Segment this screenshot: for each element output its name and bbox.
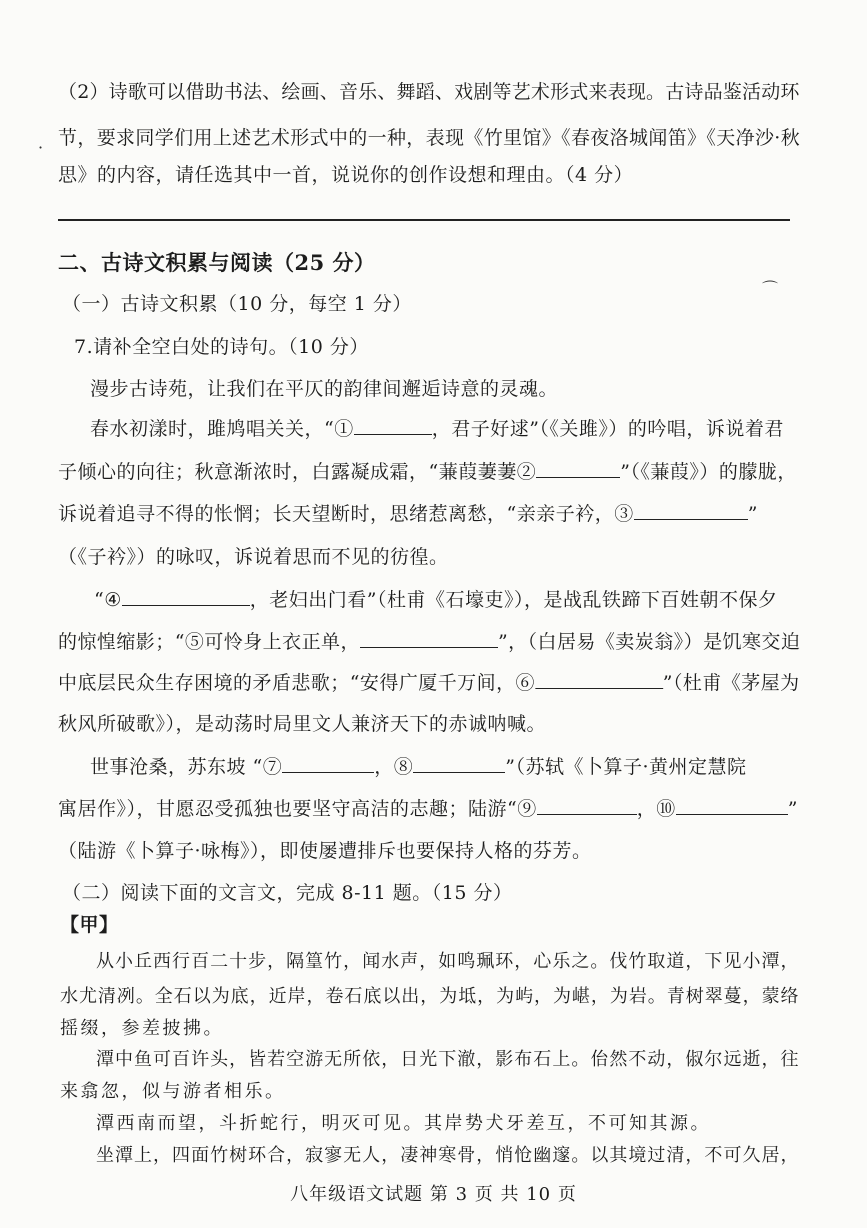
classical-line2: 水尤清冽。全石以为底，近岸，卷石底以出，为坻，为屿，为嵁，为岩。青树翠蔓，蒙络 (60, 986, 800, 1007)
p1-line4: （《子衿》）的咏叹，诉说着思而不见的彷徨。 (58, 546, 449, 568)
text: ，⑧ (374, 756, 414, 778)
p1-line1 (90, 414, 784, 441)
q6-part2-line1: （2）诗歌可以借助书法、绘画、音乐、舞蹈、戏剧等艺术形式来表现。古诗品鉴活动环 (58, 81, 800, 103)
classical-line3: 摇缀，参差披拂。 (60, 1018, 224, 1039)
answer-blank-2[interactable] (536, 461, 620, 478)
text: ”，（白居易《卖炭翁》）是饥寒交迫 (497, 631, 801, 653)
part1-title: （一）古诗文积累（10 分，每空 1 分） (62, 293, 412, 315)
classical-line1: 从小丘西行百二十步，隔篁竹，闻水声，如鸣珮环，心乐之。伐竹取道，下见小潭， (96, 951, 800, 972)
text: ，君子好逑”（《关雎》）的吟唱，诉说着君 (431, 418, 784, 440)
p3-line2 (58, 794, 798, 821)
text: 寓居作》），甘愿忍受孤独也要坚守高洁的志趣；陆游“⑨ (58, 798, 537, 820)
p2-line4: 秋风所破歌》），是动荡时局里文人兼济天下的赤诚呐喊。 (58, 713, 547, 735)
p2-line3 (58, 668, 800, 695)
p1-line2 (58, 457, 797, 484)
section-divider (58, 219, 790, 221)
text: ，老妇出门看”（杜甫《石壕吏》），是战乱铁蹄下百姓朝不保夕 (249, 589, 778, 611)
jia-label: 【甲】 (60, 914, 119, 936)
text: 的惊惶缩影；“⑤可怜身上衣正单， (58, 631, 360, 653)
p3-line3: （陆游《卜算子·咏梅》），即使屡遭排斥也要保持人格的芬芳。 (58, 840, 592, 862)
part2-title: （二）阅读下面的文言文，完成 8-11 题。（15 分） (62, 882, 513, 904)
answer-blank-8[interactable] (413, 756, 505, 773)
answer-blank-5[interactable] (360, 631, 498, 648)
text: 诉说着追寻不得的怅惘；长天望断时，思绪惹离愁，“亲亲子衿，③ (58, 503, 634, 525)
q6-part2-line3: 思》的内容，请任选其中一首，说说你的创作设想和理由。（4 分） (58, 164, 634, 186)
text: “④ (94, 589, 122, 611)
answer-blank-9[interactable] (537, 798, 637, 815)
text: 中底层民众生存困境的矛盾悲歌；“安得广厦千万间，⑥ (58, 672, 535, 694)
text: 春水初漾时，雎鸠唱关关，“① (90, 418, 354, 440)
classical-line4: 潭中鱼可百许头，皆若空游无所依，日光下澈，影布石上。佁然不动，俶尔远逝，往 (96, 1049, 800, 1070)
p2-line1 (94, 585, 777, 612)
p3-line1 (90, 752, 747, 779)
answer-blank-7[interactable] (282, 756, 374, 773)
page-footer: 八年级语文试题 第 3 页 共 10 页 (290, 1184, 577, 1205)
scan-mark: · (38, 138, 44, 157)
answer-blank-1[interactable] (354, 418, 432, 435)
text: ” (787, 798, 798, 820)
text: ”（《蒹葭》）的朦胧， (620, 461, 797, 483)
classical-line5: 来翕忽，似与游者相乐。 (60, 1081, 286, 1102)
answer-blank-6[interactable] (535, 672, 663, 689)
q6-part2-line2: 节，要求同学们用上述艺术形式中的一种，表现《竹里馆》《春夜洛城闻笛》《天净沙·秋 (58, 127, 801, 149)
text: ”（杜甫《茅屋为 (662, 672, 800, 694)
classical-line6: 潭西南而望，斗折蛇行，明灭可见。其岸势犬牙差互，不可知其源。 (96, 1113, 711, 1134)
text: 子倾心的向往；秋意渐浓时，白露凝成霜，“蒹葭萋萋② (58, 461, 537, 483)
text: ，⑩ (636, 798, 676, 820)
q7-intro: 漫步古诗苑，让我们在平仄的韵律间邂逅诗意的灵魂。 (90, 378, 559, 400)
text: 世事沧桑，苏东坡 “⑦ (90, 756, 283, 778)
p2-line2 (58, 627, 800, 654)
classical-line7: 坐潭上，四面竹树环合，寂寥无人，凄神寒骨，悄怆幽邃。以其境过清，不可久居， (96, 1145, 800, 1166)
scan-mark: ⌒ (762, 279, 779, 298)
text: ” (747, 503, 758, 525)
answer-blank-3[interactable] (634, 503, 748, 520)
section2-title: 二、古诗文积累与阅读（25 分） (58, 250, 376, 275)
answer-blank-4[interactable] (122, 589, 250, 606)
answer-blank-10[interactable] (676, 798, 788, 815)
p1-line3 (58, 499, 758, 526)
text: ”（苏轼《卜算子·黄州定慧院 (505, 756, 747, 778)
q7-title: 7.请补全空白处的诗句。（10 分） (74, 336, 369, 358)
